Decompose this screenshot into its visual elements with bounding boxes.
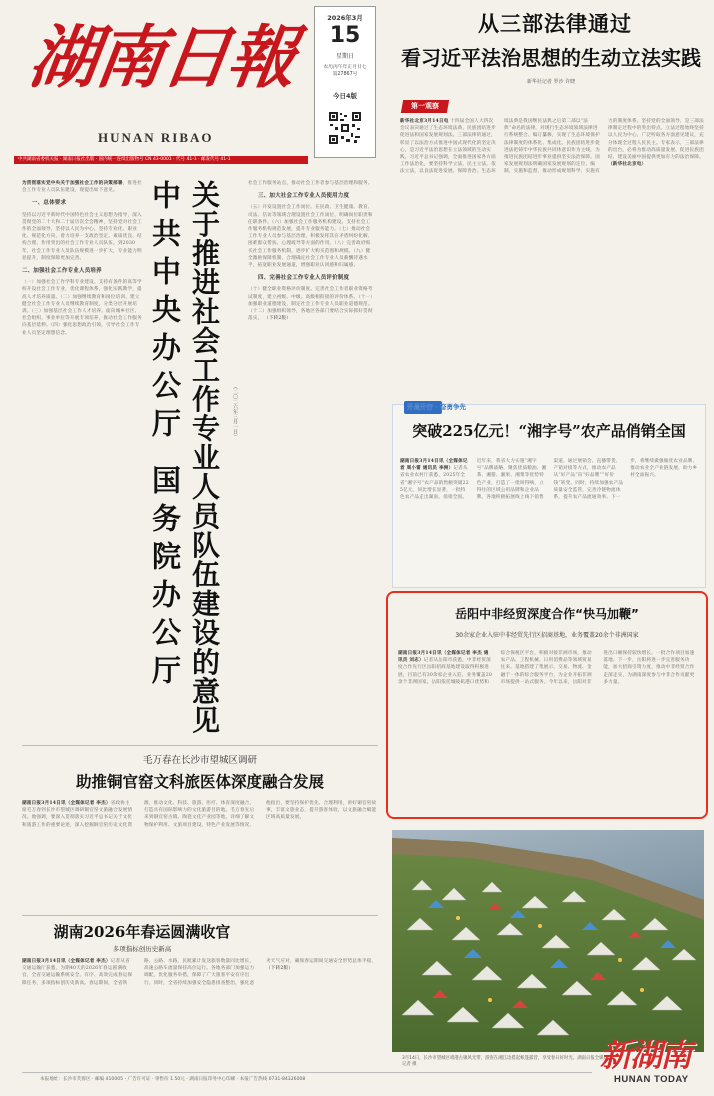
date-day: 15 — [329, 23, 361, 48]
photo-caption: 3月14日，长沙市望城区靖港古镇风光带，游客在湘江边搭起帐篷露营，享受春日好时光。湖南日报全媒体记者 摄 — [402, 1056, 608, 1067]
story-spring-continued[interactable]: （下转2版） — [266, 966, 294, 972]
feature-tag: 开局开好 · 奋勇争先 — [404, 401, 496, 414]
story-spring-body: 湖南日报3月14日讯（全媒体记者 李杰）记者从省交通运输厅获悉，为期40天的2026年春运圆满收官，全省交通运输系统安全、有序、高效完成春运保障任务，多项指标创历史新高。春运期间，全省铁路、公路、水路、民航累计发送旅客数量同比增长，高速公路车流量保持高位运行。各地各部门加强运力调配，优化服务举措，保障了广大旅客平安有序出行。同时，全省持续加强安全隐患排查整治，强化恶劣天气应对，确保春运期间交通安全形势总体平稳。 （下转2版） — [22, 959, 377, 986]
highlight-title[interactable]: 岳阳中非经贸深度合作“快马加鞭” — [455, 607, 639, 621]
feature-lead: 湖南日报3月14日讯（全媒体记者 周小雷 通讯员 李洲） — [400, 459, 468, 472]
camping-photo[interactable] — [392, 830, 704, 1052]
masthead-ticker: 中共湖南省委机关报 · 湖南日报社出版 · 国内统一连续出版物号 CN 43-0001 · 代号 41-1 · 邮发代号 41-1 — [14, 156, 308, 164]
story-spring-subtitle: 多项指标创历史新高 — [112, 945, 172, 953]
date-pages: 今日4版 — [332, 92, 358, 100]
watermark-brand: 新湖南 — [600, 1036, 691, 1074]
feature-body: 湖南日报3月14日讯（全媒体记者 周小雷 通讯员 李洲）记者从省农业农村厅获悉，2025年全省“湘字号”农产品销售额突破225亿元，同比增长显著，一批特色农产品走出湖南、俏销全国。近年来，我省大力实施“湘字号”品牌战略，聚焦优质粮油、湘茶、湘猪、湘果、湘菜等优势特色产业，打造了一批叫得响、立得住的区域公用品牌和企业品牌。各地积极拓展线上线下销售渠道，通过展销会、直播带货、产销对接等方式，推动农产品从“好产品”向“好品牌”“好价钱”转变。同时，持续加强农产品质量安全监管，完善冷链物流体系，提升农产品流通效率。下一步，将继续做强做优农业品牌，推动农业全产业链发展，助力乡村全面振兴。 — [400, 459, 698, 501]
story-spring-rule — [22, 915, 378, 916]
date-box — [314, 6, 376, 158]
lead-title-line2[interactable]: 看习近平法治思想的生动立法实践 — [401, 46, 701, 70]
story-mao-lead: 湖南日报3月14日讯（全媒体记者 李杰） — [22, 801, 111, 806]
section-heading-3: 三、加大社会工作专业人员使用力度 — [258, 193, 350, 200]
story-spring-lead: 湖南日报3月14日讯（全媒体记者 李杰） — [22, 959, 111, 964]
section-heading-2: 二、加强社会工作专业人员培养 — [22, 268, 102, 275]
main-story-title[interactable]: 关于推进社会工作专业人员队伍建设的意见 — [188, 180, 221, 735]
footer-text: 本报地址：长沙市芙蓉区 · 邮编 410005 · 广告许可证 · 零售价 1.50元 · 湖南日报印务中心印刷 · 本报广告热线 0731-84326008 — [40, 1077, 306, 1082]
main-story-date: （二〇二六年三月一日） — [232, 384, 238, 439]
main-story-continued[interactable]: （下转2版） — [264, 316, 292, 322]
highlight-lead: 湖南日报3月14日讯（全媒体记者 李杰 通讯员 刘志） — [398, 651, 489, 664]
footer-rule — [22, 1072, 592, 1073]
lead-title-line1[interactable]: 从三部法律通过 — [478, 12, 632, 36]
section-heading-1: 一、总体要求 — [32, 200, 67, 207]
lead-story-body: 新华社北京3月14日电 十四届全国人大四次会议表决通过了生态环境法典、民族团结进步促进法和国家发展规划法。三部法律的通过，彰显了以法治方式推进中国式现代化的坚定决心，是习近平法治思想在立法领域的生动实践。习近平总书记强调，全面推进国家各方面工作法治化，要坚持科学立法、民主立法、依法立法，以良法促进发展、保障善治。生态环境法典是我国继民法典之后第二部以“法典”命名的法律，对现行生态环境领域法律进行系统整合、编订纂修，实现了生态环境保护法律制度的体系化、集成化。民族团结进步促进法把铸牢中华民族共同体意识作为主线，为推进民族团结进步事业提供坚实法治保障。国家发展规划法明确国家发展规划的定位、编制、实施和监督，推动形成规划科学、实施有力的制度体系。坚持党的全面领导，是三部法律制定过程中的突出特点。立法过程始终坚持以人民为中心，广泛听取各方面意见建议，充分体现全过程人民民主。专家表示，三部法律的出台，必将为推动高质量发展、促进民族团结、建设美丽中国提供更加有力的法治保障。（新华社北京电） — [400, 119, 704, 175]
main-story-issuer[interactable]: 中共中央办公厅 国务院办公厅 — [148, 180, 182, 694]
date-issue: 农历丙午年正月廿七 第27867号 — [323, 65, 367, 77]
main-story-col2: 社会工作服务站点，推动社会工作者参与基层治理和服务。 三、加大社会工作专业人员使用力度 （五）开发设置社会工作岗位。在民政、卫生健康、教育、司法、信访等领域合理设置社会工作岗位，明确岗位职责和任职条件。（六）加强社会工作服务机构建设。支持社会工作服务机构规范发展，提升专业服务能力。（七）推动社会工作专业人员参与基层治理，积极发挥其在矛盾纠纷化解、困难群众帮扶、心理疏导等方面的作用。（八）完善政府购买社会工作服务机制，逐步扩大购买范围和规模。（九）健全激励保障机制，合理确定社会工作专业人员薪酬待遇水平，拓宽职业发展通道，增强职业认同感和归属感。 四、完善社会工作专业人员评价制度 （十）健全职业资格评价制度。完善社会工作者职业资格考试制度，建立初级、中级、高级相衔接的评价体系。（十一）加强职业道德建设，制定社会工作专业人员职业道德规范。（十二）加强组织领导，各地区各部门要结合实际抓好贯彻落实。 （下转2版） — [248, 181, 373, 322]
highlight-body: 湖南日报3月14日讯（全媒体记者 李杰 通讯员 刘志）记者从岳阳市获悉，中非经贸深度合作先行区岳阳招商基地建设取得积极进展，目前已有30余家企业入驻，业务覆盖20余个非洲国家。岳阳依托城陵矶港口优势和综合保税区平台，积极对接非洲市场，推动农产品、工程机械、日用消费品等领域贸易往来。基地搭建了集展示、交易、物流、金融于一体的综合服务平台，为企业开拓非洲市场提供一站式服务。今年以来，岳阳对非进出口额保持较快增长，一批合作项目加速落地。下一步，岳阳将进一步完善服务功能，加大招商引资力度，推动中非经贸合作走深走实，为湖南深度参与中非合作贡献更多力量。 — [398, 651, 695, 685]
feature-title[interactable]: 突破225亿元！“湘字号”农产品俏销全国 — [412, 422, 686, 440]
qr-code-icon[interactable] — [328, 111, 362, 145]
story-spring-title[interactable]: 湖南2026年春运圆满收官 — [53, 923, 231, 941]
story-mao-body: 湖南日报3月14日讯（全媒体记者 李杰）省政协主席毛万春到长沙市望城区调研铜官窑文旅融合发展情况。他强调，要深入贯彻落实习近平总书记关于文化和旅游工作的重要论述，深入挖掘铜官窑历史文化资源，推动文化、科技、旅游、医疗、体育深度融合，打造具有国际影响力的文化旅游目的地。毛万春先后来到铜官窑古镇、陶瓷文化产业园等地，详细了解文物保护利用、文旅项目建设、特色产业发展等情况。他指出，要坚持保护优先、合理利用，讲好铜官窑故事，丰富文旅业态，提升游客体验，以文旅融合赋能区域高质量发展。 — [22, 801, 377, 828]
highlight-subtitle: 30余家企业入驻中非经贸先行区招商基地，业务覆盖20余个非洲国家 — [455, 632, 639, 639]
story-mao-kicker: 毛万春在长沙市望城区调研 — [142, 755, 257, 766]
section-heading-4: 四、完善社会工作专业人员评价制度 — [258, 275, 350, 282]
watermark-english: HUNAN TODAY — [614, 1074, 689, 1085]
date-line: 2026年3月 — [327, 14, 363, 22]
logo-pinyin: HUNAN RIBAO — [98, 130, 214, 145]
column-tag: 第一观察 — [401, 100, 449, 113]
story-mao-title[interactable]: 助推铜官窑文科旅医体深度融合发展 — [75, 773, 324, 791]
main-story-col1: 为贯彻落实党中央关于加强社会工作的决策部署，推进社会工作专业人员队伍建设，现提出如下意见。 一、总体要求 坚持以习近平新时代中国特色社会主义思想为指导，深入贯彻党的二十大和二十届历次全会精神，坚持党对社会工作的全面领导，坚持以人民为中心，坚持专业化、职业化、规范化方向，着力培养一支政治坚定、素质优良、结构合理、作用突出的社会工作专业人员队伍。到2030年，社会工作专业人员队伍规模进一步扩大，专业能力明显提升，制度保障更加完善。 二、加强社会工作专业人员培养 （一）加强社会工作学科专业建设。支持有条件的高等学校开设社会工作专业，优化课程体系，强化实践教学，提高人才培养质量。（二）加强继续教育和岗位培训。建立健全社会工作专业人员继续教育制度，分类分层开展培训。（三）加强基层社会工作人才培养。面向城乡社区、社会组织、事业单位等开展专项培养，推动社会工作服务向基层延伸。（四）强化思想政治引领，引导社会工作专业人员坚定理想信念。 — [22, 181, 142, 336]
newspaper-logo: 湖南日報 — [24, 18, 300, 98]
story-mao-rule — [22, 745, 378, 746]
date-weekday: 星期日 — [335, 53, 354, 60]
lead-byline: 新华社记者 罗沙 许晓 — [526, 79, 576, 85]
